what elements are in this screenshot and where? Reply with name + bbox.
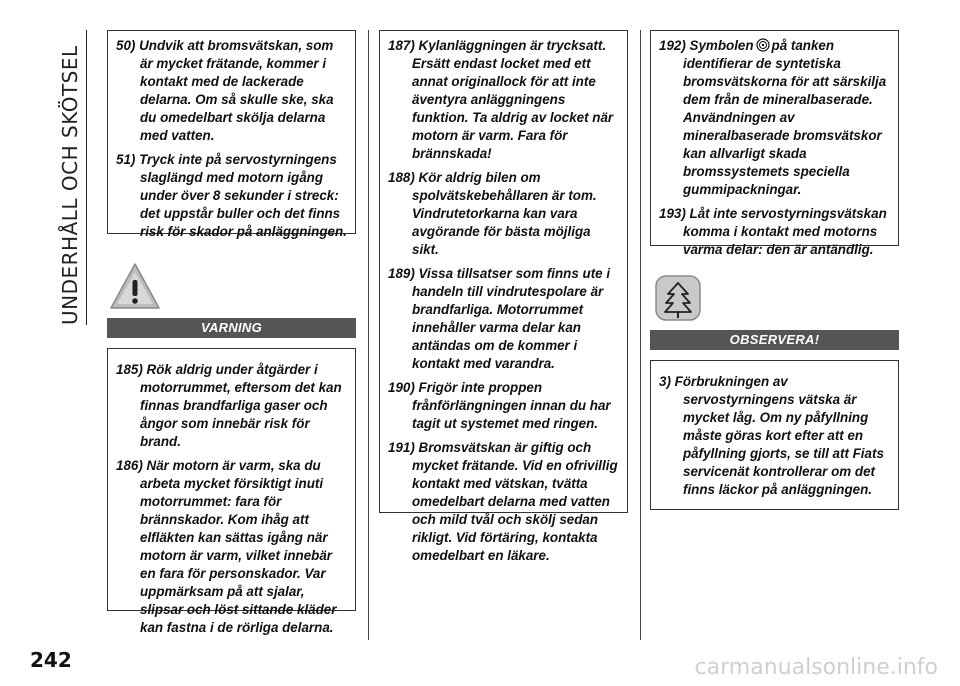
list-item: 186) När motorn är varm, ska du arbeta mycket försiktigt inuti motorrummet: fara för brännskador. Kom ihåg att elfläkten kan sättas igång när motorn är varm, vilket innebär en fara för personskador. Var uppmärksam på att sjalar, slipsar och löst sittande kläder kan fastna i de rörliga delarna. <box>116 458 337 635</box>
column-divider <box>368 30 369 640</box>
list-item: 191) Bromsvätskan är giftig och mycket frätande. Vid en ofrivillig kontakt med vätskan, tvätta omedelbart delarna med vatten och mild tvål och skölj sedan rikligt. Vid förtäring, kontakta omedelbart en läkare. <box>388 440 618 563</box>
observe-banner: OBSERVERA! <box>650 330 899 350</box>
notes-box-50-51 <box>107 30 356 239</box>
column-divider <box>640 30 641 640</box>
list-item: 189) Vissa tillsatser som finns ute i handeln till vindrutespolare är brandfarliga. Motorrummet innehåller varma delar kan antändas om de kommer i kontakt med varandra. <box>388 266 611 371</box>
list-item: 192) Symbolen på tanken identifierar de syntetiska bromsvätskorna för att särskilja dem från de mineralbaserade. Användningen av mineralbaserade bromsvätskor kan allvarligt skada bromssystemets speciella gummipackningar. <box>659 38 887 197</box>
list-item: 51) Tryck inte på servostyrningens slaglängd med motorn igång under över 8 sekunder i streck: det uppstår buller och det finns risk för skador på anläggningen. <box>116 152 347 239</box>
list-item: 193) Låt inte servostyrningsvätskan komma i kontakt med motorns varma delar: den är antändlig. <box>659 206 887 257</box>
observe-box <box>650 360 899 510</box>
warning-icon <box>109 262 161 312</box>
footer-watermark: carmanualsonline.info <box>694 655 938 680</box>
list-item: 50) Undvik att bromsvätskan, som är mycket frätande, kommer i kontakt med de lackerade delarna. Om så skulle ske, ska du omedelbart skölja delarna med vatten. <box>116 38 334 143</box>
warning-box <box>107 348 356 635</box>
warning-banner: VARNING <box>107 318 356 338</box>
list-item: 3) Förbrukningen av servostyrningens vätska är mycket låg. Om ny påfyllning måste göras kort efter att en påfyllning gjorts, se till att Fiats servicenät kontrollerar om det finns läckor på anläggningen. <box>659 374 884 497</box>
page-number: 242 <box>30 648 72 672</box>
list-item: 190) Frigör inte proppen frånförlängningen innan du har tagit ut systemet med ringen. <box>388 380 611 431</box>
section-title: UNDERHÅLL OCH SKÖTSEL <box>58 45 82 325</box>
list-item: 185) Rök aldrig under åtgärder i motorrummet, eftersom det kan finnas brandfarliga gaser och ångor som innebär risk för brand. <box>116 362 342 449</box>
notes-box-192-193 <box>650 30 899 257</box>
side-divider <box>86 30 87 325</box>
list-item: 187) Kylanläggningen är trycksatt. Ersätt endast locket med ett annat originallock för att inte äventyra anläggningens funktion. Ta aldrig av locket när motorn är varm. Fara för brännskada! <box>388 38 614 161</box>
environment-icon <box>652 274 704 324</box>
list-item: 188) Kör aldrig bilen om spolvätskebehållaren är tom. Vindrutetorkarna kan vara avgörande för bästa möjliga sikt. <box>388 170 597 257</box>
notes-box-187-191 <box>379 30 628 563</box>
synthetic-fluid-symbol-icon <box>756 38 770 52</box>
